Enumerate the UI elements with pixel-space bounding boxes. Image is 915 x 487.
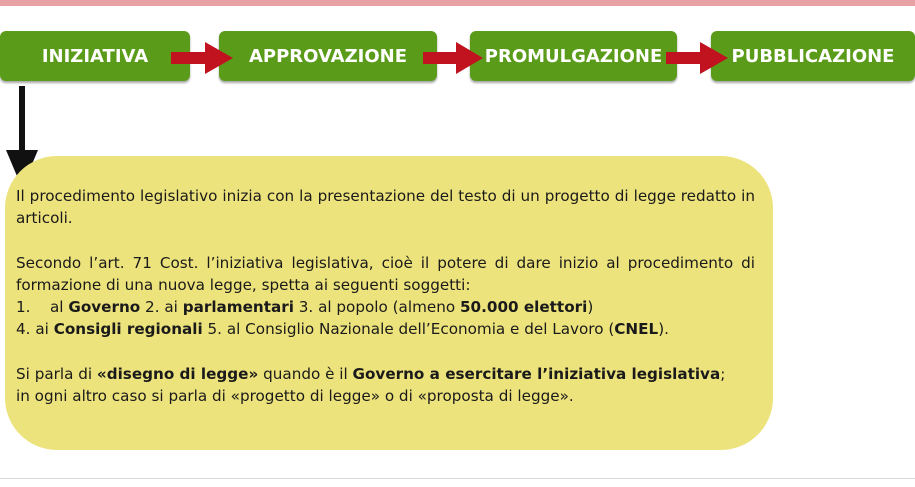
article-71-paragraph: Secondo l’art. 71 Cost. l’iniziativa legislativa, cioè il potere di dare inizio al procedimento di formazione di una nuova legge, spetta ai seguenti soggetti:: [16, 253, 755, 294]
top-accent-bar: [0, 0, 915, 6]
governo-label: Governo: [68, 298, 141, 317]
stage-approvazione: APPROVAZIONE: [219, 31, 437, 81]
subjects-list-line-1: 1. al Governo 2. ai parlamentari 3. al popolo (almeno 50.000 elettori): [16, 298, 594, 317]
ddl-paragraph-line-2: in ogni altro caso si parla di «progetto di legge» o di «proposta di legge».: [16, 387, 574, 406]
consigli-regionali-label: Consigli regionali: [53, 320, 203, 339]
bottom-divider: [0, 478, 915, 479]
ddl-paragraph-line-1: Si parla di «disegno di legge» quando è il Governo a esercitare l’iniziativa legislativa;: [16, 364, 726, 383]
arrow-right-icon: [666, 40, 728, 76]
parlamentari-label: parlamentari: [182, 298, 294, 317]
stage-pubblicazione: PUBBLICAZIONE: [711, 31, 915, 81]
stage-iniziativa: INIZIATIVA: [0, 31, 190, 81]
arrow-right-icon: [171, 40, 233, 76]
governo-iniziativa-label: Governo a esercitare l’iniziativa legislativa: [352, 364, 721, 383]
intro-paragraph: Il procedimento legislativo inizia con la presentazione del testo di un progetto di legge redatto in articoli.: [16, 187, 755, 228]
arrow-right-icon: [423, 40, 483, 76]
info-box: [5, 156, 773, 450]
cnel-label: CNEL: [614, 320, 659, 339]
elettori-label: 50.000 elettori: [459, 298, 588, 317]
stage-promulgazione: PROMULGAZIONE: [470, 31, 677, 81]
subjects-list-line-2: 4. ai Consigli regionali 5. al Consiglio Nazionale dell’Economia e del Lavoro (CNEL).: [16, 320, 669, 339]
disegno-di-legge-label: «disegno di legge»: [96, 364, 259, 383]
